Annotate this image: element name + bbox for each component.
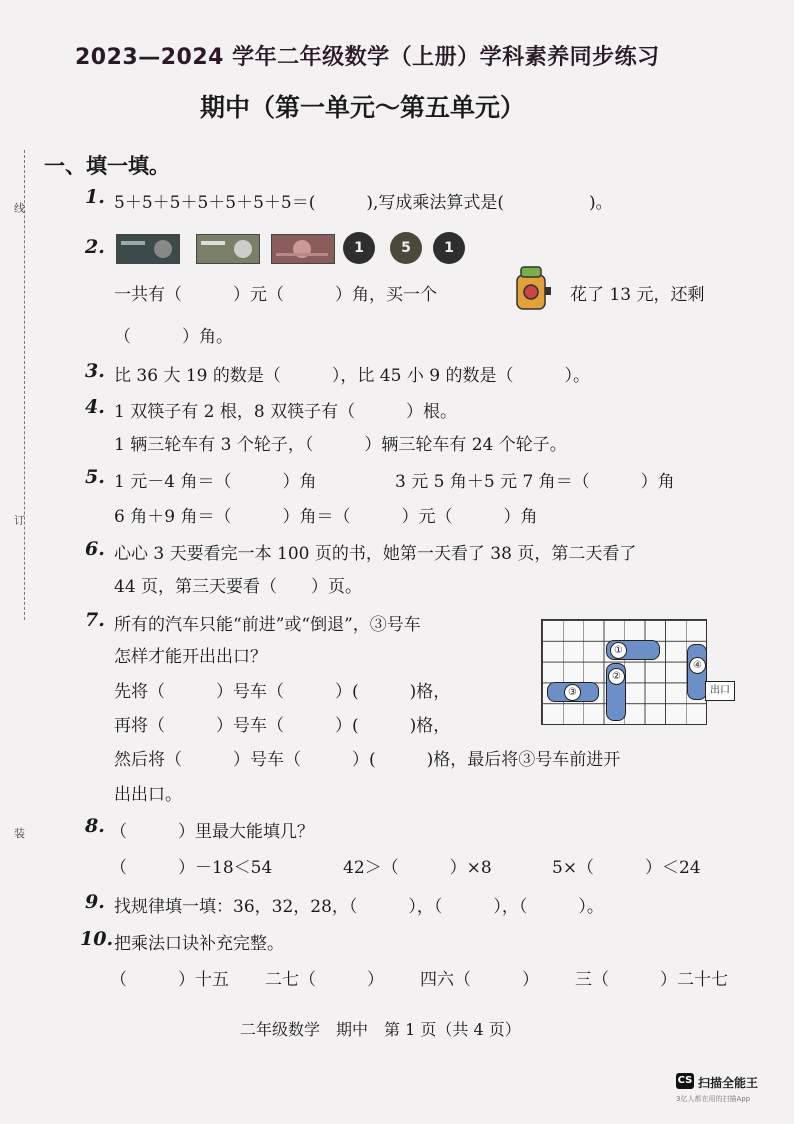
q5-number: 5.: [85, 466, 105, 488]
coin-icon: 1: [433, 232, 465, 264]
exam-subtitle: 期中（第一单元～第五单元）: [200, 93, 526, 122]
scanner-app-name: 扫描全能王: [698, 1076, 759, 1090]
coin-icon: 5: [390, 232, 422, 264]
q2-line2: （ ）角。: [114, 327, 233, 347]
q6-line2: 44 页，第三天要看（ ）页。: [114, 577, 363, 597]
q4-line1: 1 双筷子有 2 根，8 双筷子有（ ）根。: [114, 402, 458, 422]
q10-line2b: 二七（ ）: [265, 970, 384, 990]
q5-line1b: 3 元 5 角＋5 元 7 角＝（ ）角: [395, 472, 675, 492]
q5-line2: 6 角＋9 角＝（ ）角＝（ ）元（ ）角: [114, 507, 538, 527]
q8-line1: （ ）里最大能填几？: [110, 822, 314, 842]
q8-number: 8.: [85, 815, 105, 837]
q1-text: 5＋5＋5＋5＋5＋5＋5＝( ),写成乘法算式是( )。: [114, 193, 613, 213]
q6-number: 6.: [85, 538, 105, 560]
q7-line5: 然后将（ ）号车（ ）( )格，最后将③号车前进开: [114, 750, 621, 770]
q3-text: 比 36 大 19 的数是（ ），比 45 小 9 的数是（ ）。: [114, 366, 590, 386]
q8-line2a: （ ）－18＜54: [110, 858, 273, 878]
q1-number: 1.: [85, 186, 105, 208]
q6-line1: 心心 3 天要看完一本 100 页的书，她第一天看了 38 页，第二天看了: [114, 544, 637, 564]
q7-line6: 出出口。: [114, 785, 182, 805]
car-2: ②: [606, 663, 626, 721]
q9-number: 9.: [85, 891, 105, 913]
q2-line1b: 花了 13 元，还剩: [570, 285, 705, 305]
q7-number: 7.: [85, 609, 105, 631]
q5-line1a: 1 元－4 角＝（ ）角: [114, 472, 317, 492]
q9-text: 找规律填一填：36，32，28，（ ），（ ），（ ）。: [114, 897, 604, 917]
q10-line1: 把乘法口诀补充完整。: [114, 934, 284, 954]
scanner-logo-icon: CS: [676, 1073, 694, 1089]
margin-mark-bind: 订: [14, 514, 25, 527]
q3-number: 3.: [85, 360, 105, 382]
scanner-app-tagline: 3亿人都在用的扫描App: [676, 1095, 751, 1103]
q4-number: 4.: [85, 396, 105, 418]
banknote-icon: [271, 234, 335, 264]
margin-mark-staple: 装: [14, 827, 25, 840]
q4-line2: 1 辆三轮车有 3 个轮子，（ ）辆三轮车有 24 个轮子。: [114, 435, 567, 455]
q8-line2b: 42＞（ ）×8: [343, 858, 492, 878]
coin-icon: 1: [343, 232, 375, 264]
q10-line2a: （ ）十五: [110, 970, 229, 990]
page-footer: 二年级数学 期中 第 1 页（共 4 页）: [240, 1020, 521, 1039]
car-3: ③: [547, 682, 599, 702]
q7-line1: 所有的汽车只能“前进”或“倒退”，③号车: [114, 615, 421, 635]
q10-number: 10.: [80, 928, 114, 950]
car-1: ①: [606, 640, 660, 660]
exit-label: 出口: [705, 681, 735, 701]
banknote-icon: [116, 234, 180, 264]
pencil-sharpener-icon: [511, 265, 551, 313]
car-4: ④: [687, 644, 707, 700]
section-heading: 一、填一填。: [44, 154, 170, 178]
q2-number: 2.: [85, 236, 105, 258]
banknote-icon: [196, 234, 260, 264]
parking-grid: [541, 619, 707, 725]
q7-line2: 怎样才能开出出口？: [114, 647, 267, 667]
margin-mark-line: 线: [14, 202, 25, 215]
q10-line2c: 四六（ ）: [420, 970, 539, 990]
q10-line2d: 三（ ）二十七: [575, 970, 728, 990]
exam-title: 2023—2024 学年二年级数学（上册）学科素养同步练习: [75, 45, 660, 70]
q8-line2c: 5×（ ）＜24: [552, 858, 701, 878]
q7-line3: 先将（ ）号车（ ）( )格，: [114, 682, 451, 702]
q7-line4: 再将（ ）号车（ ）( )格，: [114, 716, 451, 736]
q2-line1a: 一共有（ ）元（ ）角，买一个: [114, 285, 437, 305]
binding-line: [24, 150, 25, 620]
